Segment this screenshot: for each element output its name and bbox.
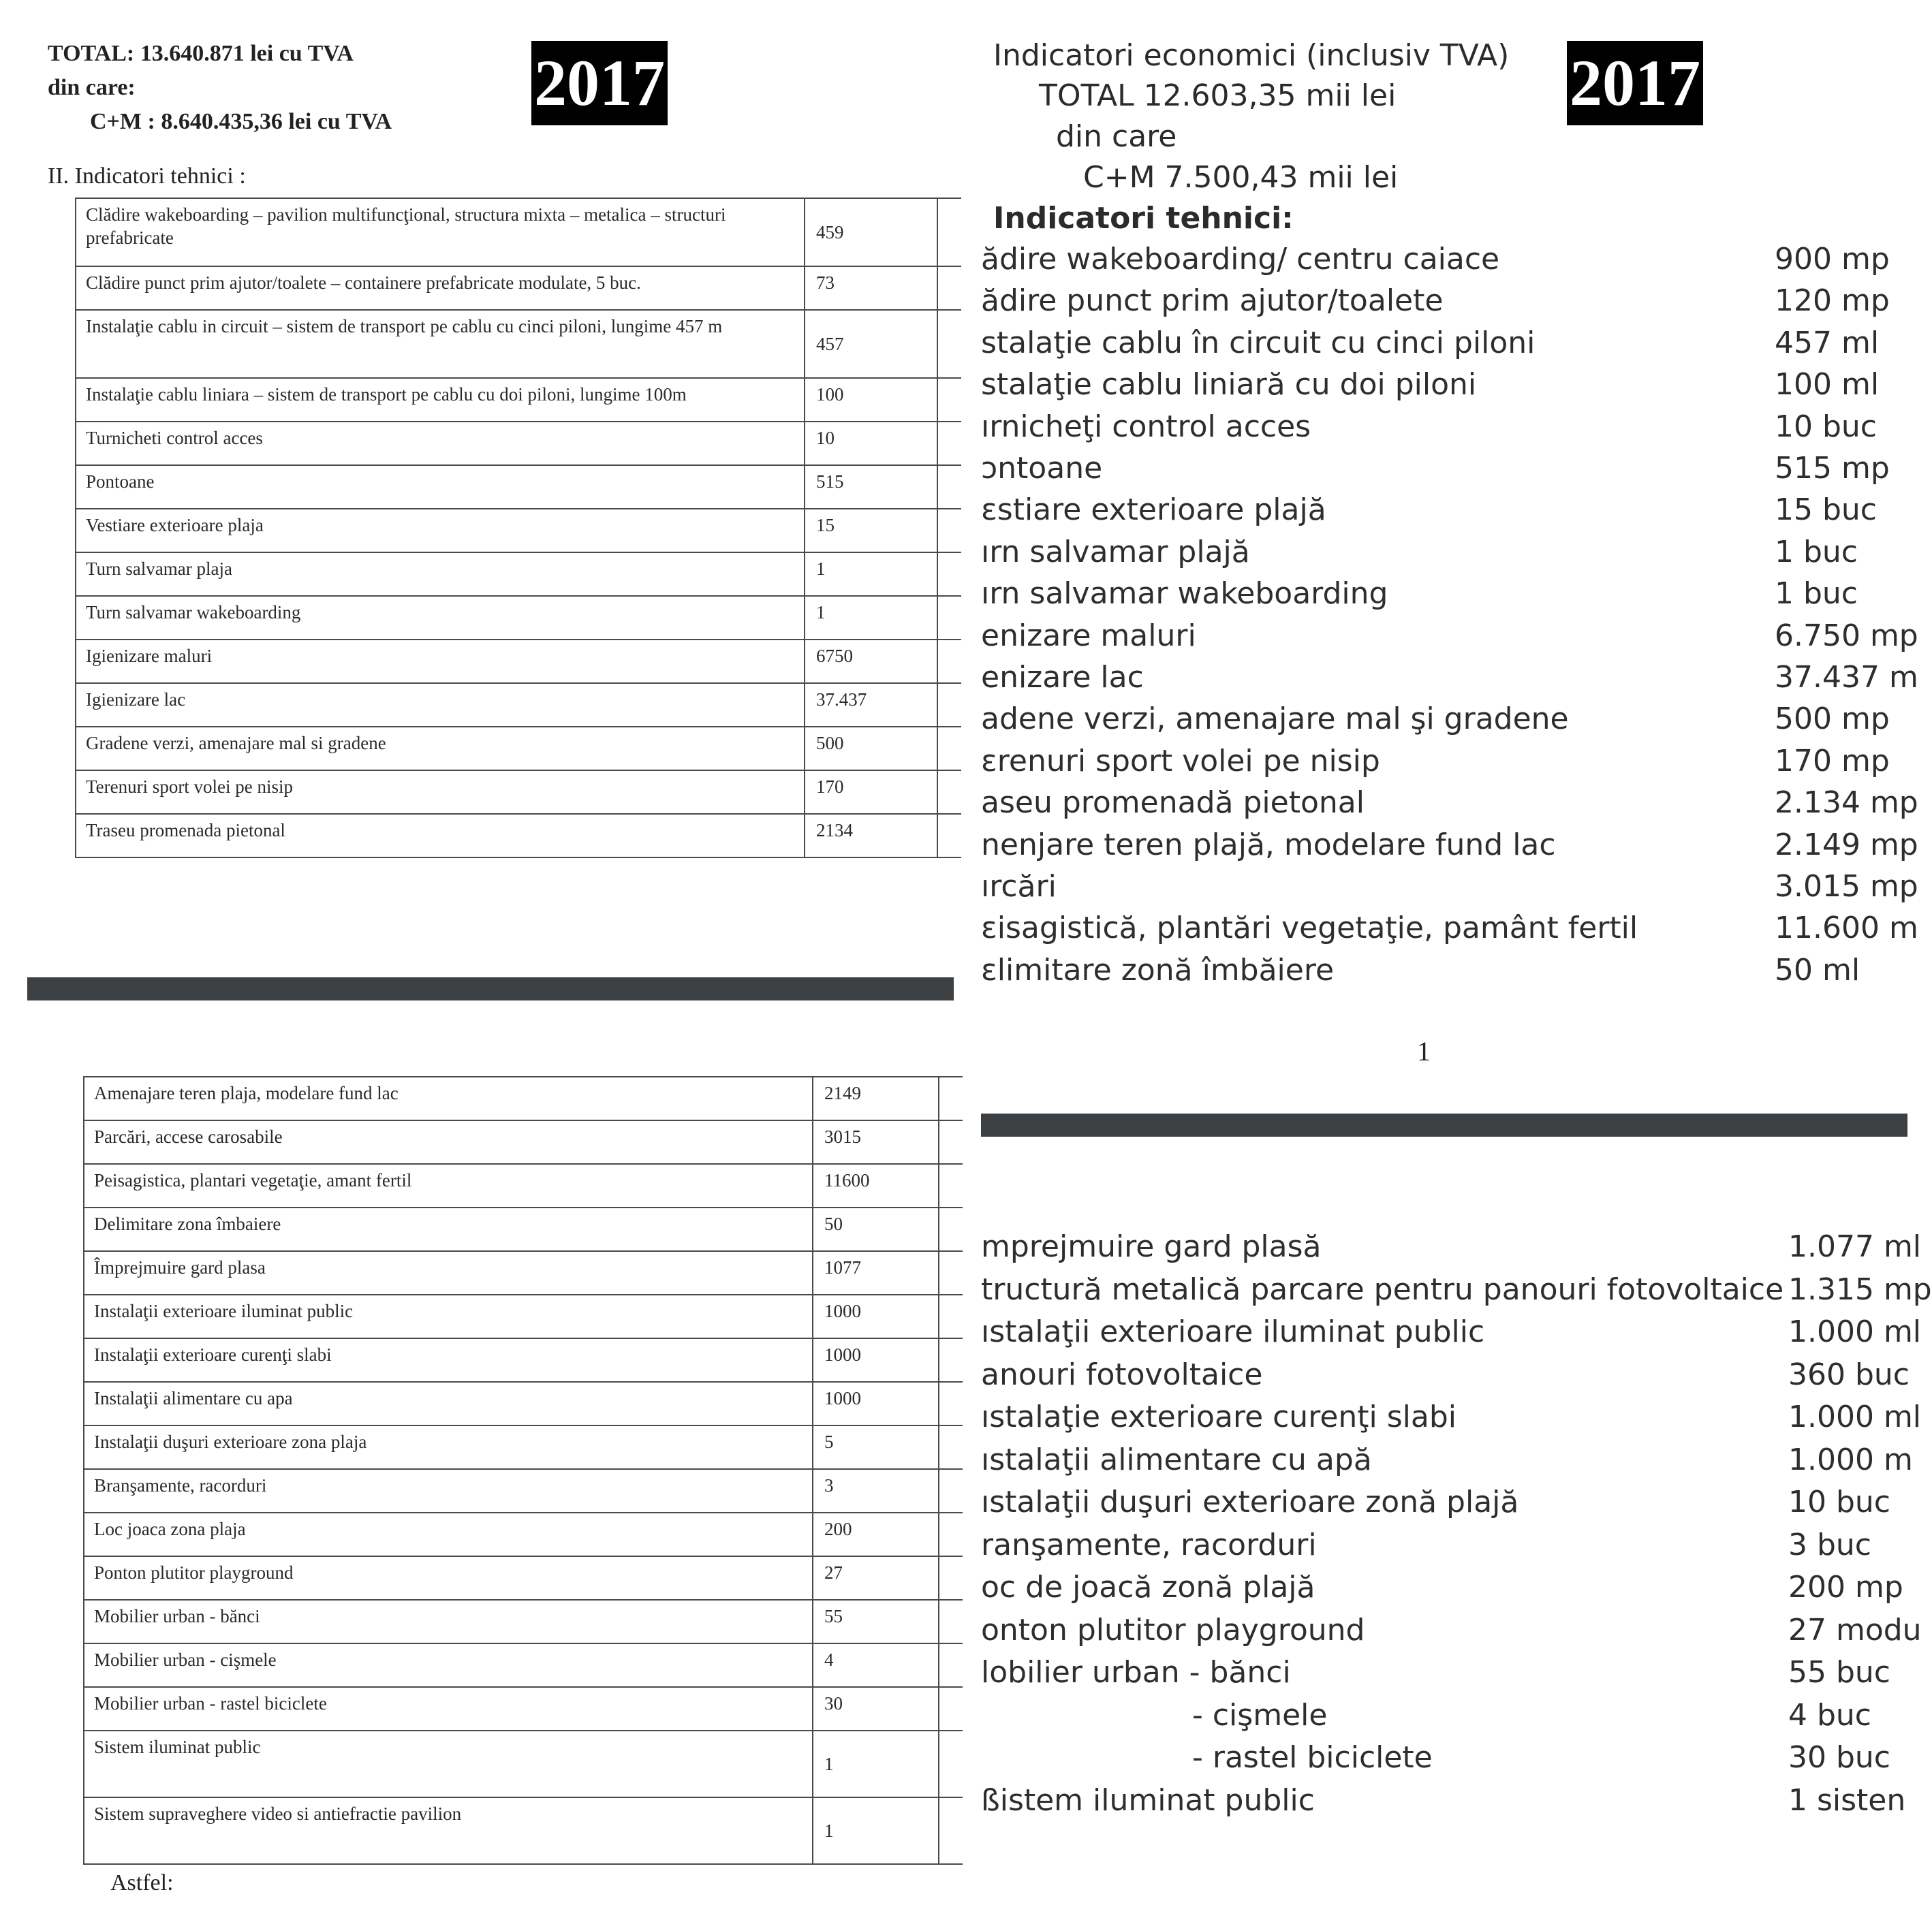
table-row bbox=[76, 552, 961, 596]
row-label: Igienizare maluri bbox=[76, 640, 805, 683]
table-row bbox=[84, 1556, 963, 1600]
indicator-value: 3.015 mp bbox=[1775, 869, 1918, 904]
indicator-value: 457 ml bbox=[1775, 325, 1880, 360]
indicator-value: 6.750 mp bbox=[1775, 618, 1918, 653]
row-label: Loc joaca zona plaja bbox=[84, 1513, 813, 1556]
table-row bbox=[84, 1513, 963, 1556]
row-unit-cut bbox=[937, 727, 961, 770]
indicator-label: adene verzi, amenajare mal şi gradene bbox=[981, 702, 1569, 737]
indicator-label: tructură metalică parcare pentru panouri fotovoltaice bbox=[981, 1272, 1784, 1307]
row-value: 1000 bbox=[813, 1338, 939, 1382]
row-unit-cut bbox=[939, 1208, 963, 1251]
row-label: Împrejmuire gard plasa bbox=[84, 1251, 813, 1295]
row-value: 73 bbox=[805, 266, 937, 310]
year-badge: 2017 bbox=[531, 41, 668, 125]
indicator-value: 37.437 m bbox=[1775, 660, 1918, 695]
indicator-value: 15 buc bbox=[1775, 492, 1877, 528]
total-line-right: TOTAL 12.603,35 mii lei bbox=[1039, 78, 1397, 113]
row-label: Vestiare exterioare plaja bbox=[76, 509, 805, 552]
table-row bbox=[84, 1643, 963, 1687]
row-value: 1 bbox=[813, 1797, 939, 1864]
indicator-label: ırnicheţi control acces bbox=[981, 409, 1311, 444]
table-row bbox=[76, 640, 961, 683]
table-row bbox=[76, 727, 961, 770]
table-row bbox=[76, 266, 961, 310]
row-label: Instalaţii alimentare cu apa bbox=[84, 1382, 813, 1425]
indicator-label: ßistem iluminat public bbox=[981, 1782, 1315, 1818]
row-unit-cut bbox=[939, 1469, 963, 1513]
indicator-label: nenjare teren plajă, modelare fund lac bbox=[981, 827, 1556, 862]
indicator-label: - rastel biciclete bbox=[1192, 1740, 1433, 1775]
table-row bbox=[76, 814, 961, 857]
row-value: 1 bbox=[805, 596, 937, 640]
row-value: 2149 bbox=[813, 1077, 939, 1120]
indicator-value: 11.600 m bbox=[1775, 911, 1918, 946]
scan-panel-top-right bbox=[981, 27, 1918, 1114]
row-label: Delimitare zona îmbaiere bbox=[84, 1208, 813, 1251]
row-label: Turn salvamar plaja bbox=[76, 552, 805, 596]
row-label: Ponton plutitor playground bbox=[84, 1556, 813, 1600]
table-row bbox=[84, 1425, 963, 1469]
table-row bbox=[84, 1797, 963, 1864]
row-unit-cut bbox=[939, 1556, 963, 1600]
indicator-label: ranşamente, racorduri bbox=[981, 1527, 1317, 1562]
row-value: 4 bbox=[813, 1643, 939, 1687]
row-value: 11600 bbox=[813, 1164, 939, 1208]
indicator-value: 10 buc bbox=[1775, 409, 1877, 444]
indicator-value: 1.000 m bbox=[1788, 1442, 1913, 1477]
indicator-value: 360 buc bbox=[1788, 1357, 1910, 1392]
footer-text: Astfel: bbox=[110, 1870, 174, 1895]
row-value: 3015 bbox=[813, 1120, 939, 1164]
row-unit-cut bbox=[939, 1643, 963, 1687]
row-unit-cut bbox=[937, 266, 961, 310]
cm-line: C+M : 8.640.435,36 lei cu TVA bbox=[90, 109, 392, 134]
indicator-value: 170 mp bbox=[1775, 743, 1890, 778]
row-unit-cut bbox=[937, 640, 961, 683]
indicator-label: ădire wakeboarding/ centru caiace bbox=[981, 242, 1500, 277]
row-unit-cut bbox=[939, 1077, 963, 1120]
row-unit-cut bbox=[937, 378, 961, 422]
row-label: Clădire wakeboarding – pavilion multifuncţional, structura mixta – metalica – structuri prefabricate bbox=[76, 198, 805, 266]
row-label: Instalaţii duşuri exterioare zona plaja bbox=[84, 1425, 813, 1469]
row-value: 5 bbox=[813, 1425, 939, 1469]
table-row bbox=[76, 422, 961, 465]
indicator-label: - cişmele bbox=[1192, 1697, 1328, 1733]
indicator-value: 1.315 mp bbox=[1788, 1272, 1932, 1307]
row-value: 15 bbox=[805, 509, 937, 552]
row-value: 500 bbox=[805, 727, 937, 770]
row-unit-cut bbox=[939, 1338, 963, 1382]
table-row bbox=[76, 509, 961, 552]
table-row bbox=[84, 1208, 963, 1251]
row-value: 27 bbox=[813, 1556, 939, 1600]
row-label: Terenuri sport volei pe nisip bbox=[76, 770, 805, 814]
indicator-value: 27 modu bbox=[1788, 1612, 1922, 1648]
table-row bbox=[84, 1120, 963, 1164]
row-value: 100 bbox=[805, 378, 937, 422]
indicator-label: anouri fotovoltaice bbox=[981, 1357, 1263, 1392]
row-label: Peisagistica, plantari vegetaţie, amant fertil bbox=[84, 1164, 813, 1208]
page-divider-right bbox=[981, 1114, 1907, 1137]
row-unit-cut bbox=[937, 683, 961, 727]
economic-heading: Indicatori economici (inclusiv TVA) bbox=[993, 38, 1510, 73]
indicator-value: 900 mp bbox=[1775, 242, 1890, 277]
row-label: Turnicheti control acces bbox=[76, 422, 805, 465]
row-unit-cut bbox=[939, 1295, 963, 1338]
indicator-label: oc de joacă zonă plajă bbox=[981, 1570, 1315, 1605]
indicator-label: ıstalaţii alimentare cu apă bbox=[981, 1442, 1372, 1477]
indicator-label: ɔntoane bbox=[981, 451, 1103, 486]
row-value: 515 bbox=[805, 465, 937, 509]
indicator-label: ɛlimitare zonă îmbăiere bbox=[981, 952, 1335, 988]
row-unit-cut bbox=[937, 198, 961, 266]
indicator-label: onton plutitor playground bbox=[981, 1612, 1365, 1648]
indicator-label: ɛrenuri sport volei pe nisip bbox=[981, 743, 1380, 778]
row-value: 170 bbox=[805, 770, 937, 814]
table-row bbox=[84, 1687, 963, 1731]
indicator-value: 1 buc bbox=[1775, 534, 1858, 569]
row-value: 10 bbox=[805, 422, 937, 465]
scan-panel-bottom-right bbox=[981, 1178, 1932, 1907]
indicator-value: 100 ml bbox=[1775, 367, 1880, 403]
indicator-value: 120 mp bbox=[1775, 283, 1890, 319]
row-unit-cut bbox=[937, 310, 961, 378]
indicator-label: enizare lac bbox=[981, 660, 1144, 695]
indicator-label: ɛisagistică, plantări vegetaţie, pamânt fertil bbox=[981, 911, 1638, 946]
row-label: Gradene verzi, amenajare mal si gradene bbox=[76, 727, 805, 770]
table-row bbox=[76, 378, 961, 422]
row-label: Mobilier urban - rastel biciclete bbox=[84, 1687, 813, 1731]
row-unit-cut bbox=[937, 465, 961, 509]
table-row bbox=[84, 1077, 963, 1120]
indicators-table-continued bbox=[83, 1076, 963, 1865]
row-value: 457 bbox=[805, 310, 937, 378]
page-divider bbox=[27, 977, 954, 1000]
row-value: 6750 bbox=[805, 640, 937, 683]
indicator-label: ırcări bbox=[981, 869, 1057, 904]
row-value: 1 bbox=[813, 1731, 939, 1797]
table-row bbox=[84, 1295, 963, 1338]
page-number: 1 bbox=[1417, 1036, 1431, 1067]
indicators-table bbox=[75, 198, 961, 858]
indicator-label: ırn salvamar wakeboarding bbox=[981, 576, 1388, 612]
indicator-label: aseu promenadă pietonal bbox=[981, 785, 1365, 821]
row-label: Pontoane bbox=[76, 465, 805, 509]
row-value: 3 bbox=[813, 1469, 939, 1513]
indicator-value: 1.077 ml bbox=[1788, 1229, 1922, 1264]
row-unit-cut bbox=[939, 1382, 963, 1425]
indicator-value: 2.149 mp bbox=[1775, 827, 1918, 862]
table-row bbox=[84, 1338, 963, 1382]
row-value: 1 bbox=[805, 552, 937, 596]
row-label: Instalaţii exterioare iluminat public bbox=[84, 1295, 813, 1338]
row-unit-cut bbox=[937, 422, 961, 465]
indicator-label: ıstalaţie exterioare curenţi slabi bbox=[981, 1400, 1457, 1434]
row-label: Sistem supraveghere video si antiefractie pavilion bbox=[84, 1797, 813, 1864]
row-unit-cut bbox=[939, 1164, 963, 1208]
row-label: Parcări, accese carosabile bbox=[84, 1120, 813, 1164]
row-label: Clădire punct prim ajutor/toalete – containere prefabricate modulate, 5 buc. bbox=[76, 266, 805, 310]
row-label: Instalaţii exterioare curenţi slabi bbox=[84, 1338, 813, 1382]
row-unit-cut bbox=[939, 1120, 963, 1164]
row-unit-cut bbox=[937, 814, 961, 857]
row-label: Branşamente, racorduri bbox=[84, 1469, 813, 1513]
row-label: Mobilier urban - bănci bbox=[84, 1600, 813, 1643]
row-unit-cut bbox=[937, 552, 961, 596]
row-label: Amenajare teren plaja, modelare fund lac bbox=[84, 1077, 813, 1120]
indicator-value: 50 ml bbox=[1775, 952, 1860, 988]
indicator-label: ɛstiare exterioare plajă bbox=[981, 492, 1326, 528]
indicator-label: ădire punct prim ajutor/toalete bbox=[981, 283, 1444, 319]
row-value: 1077 bbox=[813, 1251, 939, 1295]
total-line: TOTAL: 13.640.871 lei cu TVA bbox=[48, 41, 354, 66]
row-unit-cut bbox=[939, 1797, 963, 1864]
indicator-value: 3 buc bbox=[1788, 1527, 1871, 1562]
cm-line-right: C+M 7.500,43 mii lei bbox=[1083, 160, 1399, 195]
indicator-label: lobilier urban - bănci bbox=[981, 1655, 1291, 1690]
table-row bbox=[76, 770, 961, 814]
row-value: 50 bbox=[813, 1208, 939, 1251]
indicator-label: mprejmuire gard plasă bbox=[981, 1229, 1322, 1264]
indicator-label: stalaţie cablu în circuit cu cinci piloni bbox=[981, 325, 1536, 360]
indicator-value: 4 buc bbox=[1788, 1697, 1871, 1733]
indicator-label: enizare maluri bbox=[981, 618, 1196, 653]
row-value: 1000 bbox=[813, 1382, 939, 1425]
indicator-label: stalaţie cablu liniară cu doi piloni bbox=[981, 367, 1477, 403]
row-unit-cut bbox=[939, 1251, 963, 1295]
row-value: 200 bbox=[813, 1513, 939, 1556]
din-care-label: din care: bbox=[48, 75, 136, 100]
indicator-value: 10 buc bbox=[1788, 1485, 1890, 1519]
row-label: Mobilier urban - cişmele bbox=[84, 1643, 813, 1687]
table-row bbox=[84, 1731, 963, 1797]
indicator-label: ıstalaţii exterioare iluminat public bbox=[981, 1314, 1485, 1349]
row-label: Instalaţie cablu liniara – sistem de transport pe cablu cu doi piloni, lungime 100m bbox=[76, 378, 805, 422]
table-row bbox=[76, 310, 961, 378]
row-unit-cut bbox=[937, 770, 961, 814]
table-row bbox=[84, 1469, 963, 1513]
indicator-value: 30 buc bbox=[1788, 1740, 1890, 1775]
table-row bbox=[84, 1251, 963, 1295]
table-row bbox=[76, 683, 961, 727]
indicator-value: 500 mp bbox=[1775, 702, 1890, 737]
row-value: 1000 bbox=[813, 1295, 939, 1338]
row-value: 37.437 bbox=[805, 683, 937, 727]
indicator-label: ıstalaţii duşuri exterioare zonă plajă bbox=[981, 1485, 1519, 1519]
indicator-value: 55 buc bbox=[1788, 1655, 1890, 1690]
row-label: Traseu promenada pietonal bbox=[76, 814, 805, 857]
section-title: II. Indicatori tehnici : bbox=[48, 163, 246, 189]
indicator-value: 1 buc bbox=[1775, 576, 1858, 612]
scan-panel-bottom-left bbox=[27, 1005, 954, 1907]
indicator-value: 1.000 ml bbox=[1788, 1400, 1922, 1434]
scan-panel-top-left bbox=[27, 27, 954, 977]
row-unit-cut bbox=[939, 1731, 963, 1797]
year-badge-right: 2017 bbox=[1567, 41, 1703, 125]
indicator-label: ırn salvamar plajă bbox=[981, 534, 1250, 569]
row-label: Sistem iluminat public bbox=[84, 1731, 813, 1797]
row-unit-cut bbox=[939, 1600, 963, 1643]
row-unit-cut bbox=[939, 1425, 963, 1469]
table-row bbox=[76, 198, 961, 266]
row-value: 459 bbox=[805, 198, 937, 266]
row-unit-cut bbox=[939, 1687, 963, 1731]
indicator-value: 200 mp bbox=[1788, 1570, 1903, 1605]
table-row bbox=[76, 596, 961, 640]
indicator-value: 1.000 ml bbox=[1788, 1314, 1922, 1349]
row-value: 30 bbox=[813, 1687, 939, 1731]
row-unit-cut bbox=[937, 509, 961, 552]
table-row bbox=[76, 465, 961, 509]
row-value: 2134 bbox=[805, 814, 937, 857]
row-label: Turn salvamar wakeboarding bbox=[76, 596, 805, 640]
row-value: 55 bbox=[813, 1600, 939, 1643]
table-row bbox=[84, 1382, 963, 1425]
din-care-right: din care bbox=[1056, 119, 1177, 154]
table-row bbox=[84, 1164, 963, 1208]
row-unit-cut bbox=[937, 596, 961, 640]
row-label: Igienizare lac bbox=[76, 683, 805, 727]
row-unit-cut bbox=[939, 1513, 963, 1556]
indicator-value: 515 mp bbox=[1775, 451, 1890, 486]
indicator-value: 1 sisten bbox=[1788, 1782, 1906, 1818]
table-row bbox=[84, 1600, 963, 1643]
section-title-right: Indicatori tehnici: bbox=[993, 201, 1294, 236]
row-label: Instalaţie cablu in circuit – sistem de transport pe cablu cu cinci piloni, lungime 457 m bbox=[76, 310, 805, 378]
indicator-value: 2.134 mp bbox=[1775, 785, 1918, 821]
